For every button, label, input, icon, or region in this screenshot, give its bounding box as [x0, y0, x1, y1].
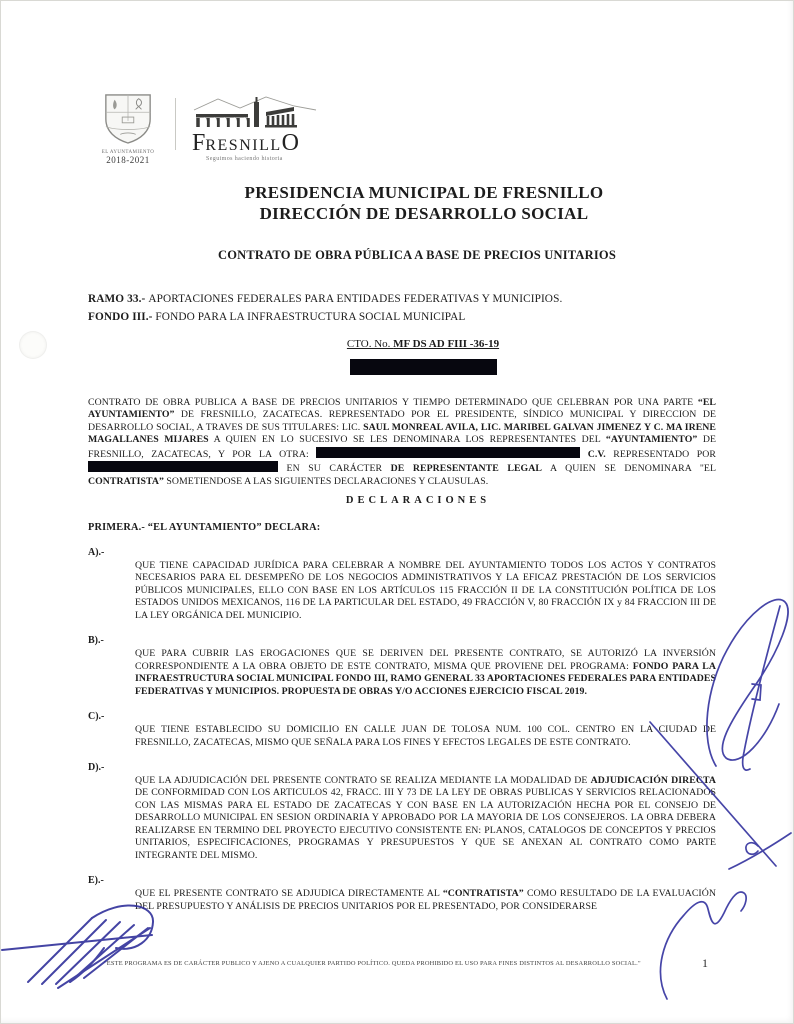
document-title	[0, 182, 794, 224]
title-line-1: PRESIDENCIA MUNICIPAL DE FRESNILLO	[244, 183, 604, 202]
text-run: FONDO PARA LA INFRAESTRUCTURA SOCIAL MUNICIPAL	[155, 310, 466, 323]
contract-number-value: MF DS AD FIII -36-19	[393, 338, 500, 350]
fondo-line	[88, 309, 720, 327]
text-run: DE FRESNILLO, ZACATECAS. REPRESENTADO POR EL PRESIDENTE, SÍNDICO MUNICIPAL Y DIRECCION DE DESARROLLO SOCIAL, A TRAVES DE SUS TITULARES: LIC.	[88, 409, 716, 433]
text-run: A QUIEN EN LO SUCESIVO SE LES DENOMINARA LOS REPRESENTANTES DEL	[208, 434, 606, 446]
text-run	[580, 449, 588, 460]
text-run: COMO RESULTADO DE LA EVALUACIÓN DEL PRESUPUESTO Y ANÁLISIS DE PRECIOS UNITARIOS POR EL PRESENTADO, POR CONSIDERARSE	[135, 888, 716, 912]
declaration-item-label: B).-	[88, 635, 104, 647]
text-run: CONTRATO DE OBRA PUBLICA A BASE DE PRECIOS UNITARIOS Y TIEMPO DETERMINADO QUE CELEBRAN POR UNA PARTE	[88, 397, 698, 408]
redaction-bar	[88, 461, 278, 472]
hole-punch-mark	[19, 331, 47, 359]
declaration-item-body	[135, 888, 716, 913]
wordmark-final: O	[281, 130, 299, 156]
text-run: “CONTRATISTA”	[442, 888, 524, 900]
text-run: FONDO PARA LA INFRAESTRUCTURA SOCIAL MUNICIPAL FONDO III, RAMO GENERAL 33 APORTACIONES FEDERALES PARA ENTIDADES FEDERATIVAS Y MUNICIPIOS. PROPUESTA DE OBRAS Y/O ACCIONES EJERCICIO FISCAL 2019.	[135, 660, 716, 697]
declaration-item	[88, 711, 716, 749]
page-number: 1	[702, 956, 708, 970]
fresnillo-wordmark	[192, 130, 318, 156]
declarations-heading: DECLARACIONES	[345, 495, 491, 506]
declaration-item-label: A).-	[88, 547, 105, 558]
text-run: DE FRESNILLO, ZACATECAS, Y POR LA OTRA:	[88, 434, 716, 460]
declaration-items	[88, 547, 716, 926]
text-run: ADJUDICACIÓN DIRECTA	[590, 774, 716, 786]
declaration-item-body	[135, 648, 716, 698]
text-run: SOMETIENDOSE A LAS SIGUIENTES DECLARACIONES Y CLAUSULAS.	[163, 475, 489, 487]
declaration-item	[88, 762, 716, 862]
text-run: C.V.	[587, 448, 606, 460]
document-subtitle-block	[0, 246, 794, 264]
declaration-item	[88, 875, 716, 913]
text-run: SAUL MONREAL AVILA, LIC. MARIBEL GALVAN JIMENEZ Y C. MA IRENE MAGALLANES MIJARES	[88, 421, 716, 446]
crest-years: 2018-2021	[106, 155, 150, 165]
text-run: RAMO 33.-	[88, 293, 149, 305]
text-run: EN SU CARÁCTER	[278, 463, 391, 475]
text-run: QUE LA ADJUDICACIÓN DEL PRESENTE CONTRATO SE REALIZA MEDIANTE LA MODALIDAD DE	[135, 774, 591, 786]
text-run: QUE TIENE ESTABLECIDO SU DOMICILIO EN CALLE JUAN DE TOLOSA NUM. 100 COL. CENTRO EN LA CIUDAD DE FRESNILLO, ZACATECAS, MISMO QUE SEÑALA PARA LOS FINES Y EFECTOS LEGALES DE ESTE CONTRATO.	[135, 724, 716, 748]
text-run: CONTRATISTA”	[88, 475, 164, 487]
opening-paragraph	[88, 397, 716, 488]
declaration-item-body	[135, 560, 716, 622]
signature-ink-right-margin	[707, 600, 788, 771]
text-run: APORTACIONES FEDERALES PARA ENTIDADES FEDERATIVAS Y MUNICIPIOS.	[148, 293, 563, 305]
logo-divider	[175, 98, 176, 150]
text-run: FONDO III.-	[88, 310, 156, 323]
text-run: DE CONFORMIDAD CON LOS ARTICULOS 42, FRACC. III Y 73 DE LA LEY DE OBRAS PUBLICAS Y SERVICIOS RELACIONADOS CON LAS MISMAS PARA EL ESTADO DE ZACATECAS Y CON BASE EN LA AUTORIZACIÓN HECHA POR EL CONSEJO DE DESARROLLO MUNICIPAL EN SESION ORDINARIA Y APROBADO POR LA MAYORIA DE LOS CONSEJEROS. LA OBRA DEBERA REALIZARSE EN TERMINO DEL PROYECTO EJECUTIVO CONSISTENTE EN: PLANOS, CATALOGOS DE CONCEPTOS Y PRECIOS UNITARIOS, ESPECIFICACIONES, PROGRAMAS Y PRESUPUESTOS Y QUE SE ANEXAN AL CONTRATO COMO PARTE INTEGRANTE DEL MISMO.	[135, 787, 716, 861]
text-run: DE REPRESENTANTE LEGAL	[390, 463, 542, 475]
logo-tagline: Seguimos haciendo historia	[206, 156, 283, 162]
header-logos	[95, 92, 318, 165]
text-run: “EL AYUNTAMIENTO”	[88, 397, 716, 421]
title-line-2: DIRECCIÓN DE DESARROLLO SOCIAL	[259, 204, 589, 223]
text-run: A QUIEN SE DENOMINARA "EL	[541, 463, 716, 475]
declaration-item-label: C).-	[88, 711, 105, 723]
document-subtitle: CONTRATO DE OBRA PÚBLICA A BASE DE PRECIOS UNITARIOS	[218, 248, 616, 262]
text-run: “AYUNTAMIENTO”	[605, 434, 698, 446]
skyline-icon	[192, 94, 318, 128]
declaration-item	[88, 635, 716, 698]
crest-caption: EL AYUNTAMIENTO	[101, 150, 155, 155]
declaration-item-body	[135, 724, 716, 749]
text-run: QUE TIENE CAPACIDAD JURÍDICA PARA CELEBRAR A NOMBRE DEL AYUNTAMIENTO TODOS LOS ACTOS Y CONTRATOS NECESARIOS PARA EL DESEMPEÑO DE LOS NEGOCIOS ADMINISTRATIVOS Y LA EFICAZ PRESTACIÓN DE LOS SERVICIOS PÚBLICOS MUNICIPALES, ELLO CON BASE EN LOS ARTÍCULOS 115 FRACCIÓN II DE LA CONSTITUCIÓN POLÍTICA DE LOS ESTADOS UNIDOS MEXICANOS, 116 DE LA PARTICULAR DEL ESTADO, 49 FRACCIÓN V, 80 FRACCIÓN IX y 84 FRACCION III DE LA LEY ORGÁNICA DEL MUNICIPIO.	[135, 560, 716, 621]
text-run: QUE EL PRESENTE CONTRATO SE ADJUDICA DIRECTAMENTE AL	[135, 888, 443, 900]
declaration-item	[88, 547, 716, 622]
contract-number-line	[0, 338, 794, 350]
text-run: QUE PARA CUBRIR LAS EROGACIONES QUE SE DERIVEN DEL PRESENTE CONTRATO, SE AUTORIZÓ LA INVERSIÓN CORRESPONDIENTE A LA OBRA OBJETO DE ESTE CONTRATO, MISMA QUE PROVIENE DEL PROGRAMA:	[135, 648, 716, 672]
footer-disclaimer: "ESTE PROGRAMA ES DE CARÁCTER PUBLICO Y AJENO A CUALQUIER PARTIDO POLÍTICO. QUEDA PROHIBIDO EL USO PARA FINES DISTINTOS AL DESARROLLO SOCIAL."	[104, 960, 641, 967]
redaction-bar	[350, 359, 497, 375]
program-block	[88, 291, 720, 326]
first-declaration-heading: PRIMERA.- “EL AYUNTAMIENTO” DECLARA:	[88, 522, 321, 533]
crest-shield-icon	[99, 92, 157, 144]
contract-number-label: CTO. No.	[346, 338, 394, 350]
declaration-item-label: D).-	[88, 761, 105, 773]
wordmark-middle: RESNILL	[205, 137, 282, 154]
declaration-item-label: E).-	[88, 875, 104, 887]
text-run: REPRESENTADO POR	[605, 448, 716, 460]
ramo-line	[88, 291, 720, 309]
redaction-bar	[316, 447, 580, 458]
municipal-crest	[95, 92, 161, 165]
declaration-item-body	[135, 775, 716, 862]
wordmark-initial: F	[192, 130, 206, 156]
fresnillo-logo	[192, 92, 318, 162]
